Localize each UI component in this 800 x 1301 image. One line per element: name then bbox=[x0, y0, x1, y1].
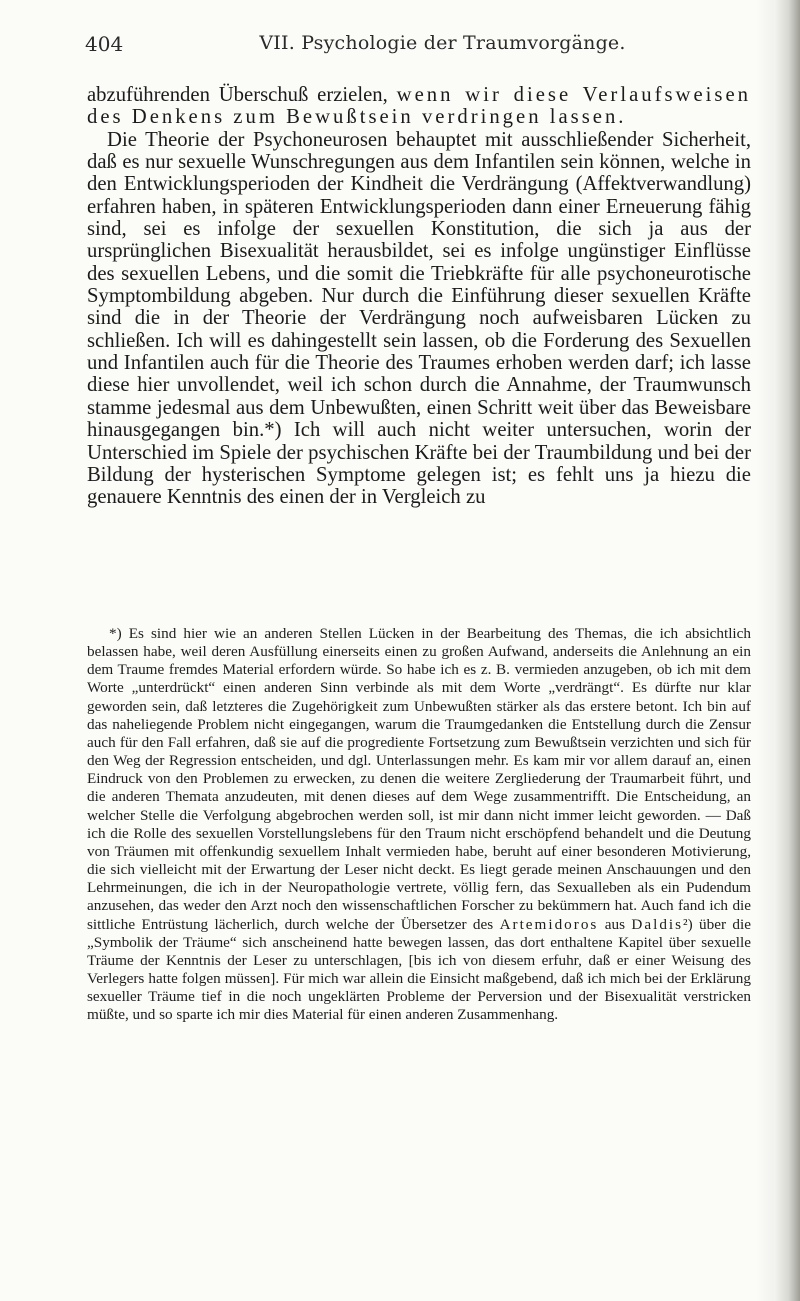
running-head: VII. Psychologie der Traumvorgänge. bbox=[259, 32, 626, 54]
emphasized-phrase: wenn wir diese Verlaufsweisen des Denkens zum Bewußtsein verdringen lassen. bbox=[87, 84, 751, 129]
paragraph-2: Die Theorie der Psychoneurosen behauptet mit ausschließender Sicherheit, daß es nur sexuelle Wunschregungen aus dem Infantilen sein können, welche in den Entwicklungsperioden der Kindheit die Verdrängung (Affektverwandlung) erfahren haben, in späteren Entwicklungsperioden dann einer Erneuerung fähig sind, sei es infolge der sexuellen Konstitution, die sich ja aus der ursprünglichen Bisexualität herausbildet, sei es infolge ungünstiger Einflüsse des sexuellen Lebens, und die somit die Triebkräfte für alle psychoneurotische Symptombildung abgeben. Nur durch die Einführung dieser sexuellen Kräfte sind die in der Theorie der Verdrängung noch aufweisbaren Lücken zu schließen. Ich will es dahingestellt sein lassen, ob die Forderung des Sexuellen und Infantilen auch für die Theorie des Traumes erhoben werden darf; ich lasse diese hier unvollendet, weil ich schon durch die Annahme, der Traumwunsch stamme jedesmal aus dem Unbewußten, einen Schritt weit über das Beweisbare hinausgegangen bin.*) Ich will auch nicht weiter untersuchen, worin der Unterschied im Spiele der psychischen Kräfte bei der Traumbildung und bei der Bildung der hysterischen Symptome gelegen ist; es fehlt uns ja hiezu die genauere Kenntnis des einen der in Vergleich zu bbox=[87, 128, 751, 509]
footnote-part-2: aus bbox=[598, 915, 632, 933]
footnote-part-1: *) Es sind hier wie an anderen Stellen Lücken in der Bearbeitung des Themas, die ich absichtlich belassen habe, weil deren Ausfüllung einerseits einen zu großen Aufwand, anderseits die Anlehnung an ein dem Traume fremdes Material erfordern würde. So habe ich es z. B. vermieden anzugeben, ob ich mit dem Worte „unterdrückt“ einen anderen Sinn verbinde als mit dem Worte „verdrängt“. Es dürfte nur klar geworden sein, daß letzteres die Zugehörigkeit zum Unbewußten stärker als das erstere betont. Ich bin auf das naheliegende Problem nicht eingegangen, warum die Traumgedanken die Entstellung durch die Zensur auch für den Fall erfahren, daß sie auf die progrediente Fortsetzung zum Bewußtsein verzichten und sich für den Weg der Regression entscheiden, und dgl. Unterlassungen mehr. Es kam mir vor allem darauf an, einen Eindruck von den Problemen zu erwecken, zu denen die weitere Zergliederung der Traumarbeit führt, und die anderen Themata anzudeuten, mit denen dieses auf dem Wege zusammentrifft. Die Entscheidung, an welcher Stelle die Verfolgung abgebrochen werden soll, ist mir dann nicht immer leicht geworden. — Daß ich die Rolle des sexuellen Vorstellungslebens für den Traum nicht erschöpfend behandelt und die Deutung von Träumen mit offenkundig sexuellem Inhalt vermieden habe, beruht auf einer besonderen Motivierung, die sich vielleicht mit der Erwartung der Leser nicht deckt. Es liegt gerade meinen Anschauungen und den Lehrmeinungen, die ich in der Neuropathologie vertrete, völlig fern, das Sexualleben als ein Pudendum anzusehen, das weder den Arzt noch den wissenschaftlichen Forscher zu bekümmern hat. Auch fand ich die sittliche Entrüstung lächerlich, durch welche der Übersetzer des bbox=[87, 625, 751, 933]
page-gutter-shadow bbox=[756, 0, 774, 1301]
page-number: 404 bbox=[85, 32, 124, 56]
footnote-text bbox=[87, 625, 751, 1024]
footnote-place-name: Daldis bbox=[631, 915, 684, 933]
footnote-part-3: ²) über die „Symbolik der Träume“ sich anscheinend hatte bewegen lassen, das dort enthaltene Kapitel über sexuelle Träume der Kenntnis der Leser zu unterschlagen, [bis ich von diesem erfuhr, daß er einer Weisung des Verlegers hatte folgen müssen]. Für mich war allein die Einsicht maßgebend, daß ich mich bei der Erklärung sexueller Träume tief in die noch ungeklärten Probleme der Perversion und der Bisexualität verstricken müßte, und so sparte ich mir dies Material für einen anderen Zusammenhang. bbox=[87, 915, 751, 1024]
paragraph-1-text: abzuführenden Überschuß erzielen, bbox=[87, 84, 397, 106]
page-header bbox=[85, 32, 750, 64]
footnote bbox=[87, 625, 751, 1024]
main-text bbox=[87, 84, 751, 509]
paragraph-1 bbox=[87, 84, 751, 129]
footnote-author-name: Artemidoros bbox=[499, 915, 599, 933]
page-edge bbox=[774, 0, 800, 1301]
